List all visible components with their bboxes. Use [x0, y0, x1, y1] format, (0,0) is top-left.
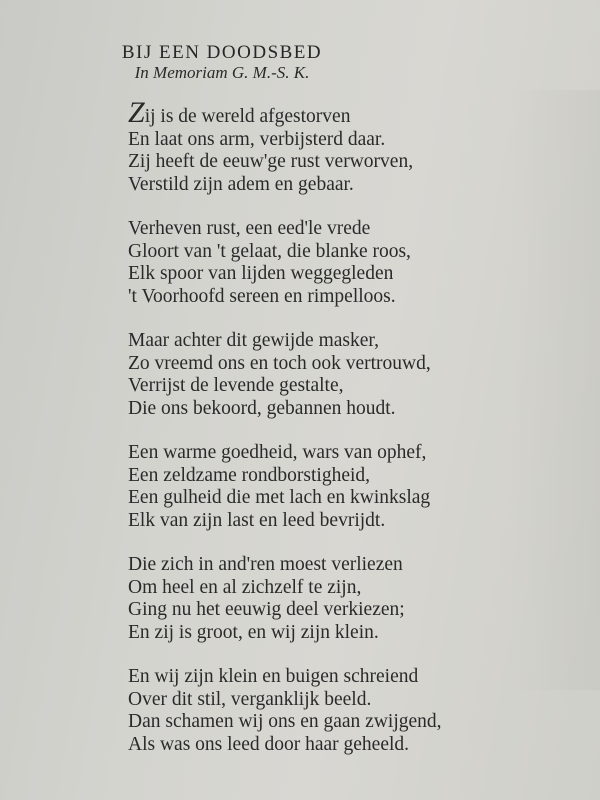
poem-line: Als was ons leed door haar geheeld.: [128, 733, 410, 755]
poem-line: En wij zijn klein en buigen schreiend: [128, 666, 419, 687]
stanza: [128, 554, 568, 644]
poem-line: Een zeldzame rondborstigheid,: [128, 464, 371, 486]
poem-line: Dan schamen wij ons en gaan zwijgend,: [128, 711, 442, 732]
poem-line: 't Voorhoofd sereen en rimpelloos.: [128, 285, 396, 307]
first-line-rest: ij is de wereld afgestorven: [144, 106, 351, 127]
stanza: [128, 666, 568, 756]
poem-line: [128, 96, 568, 129]
poem-line: Elk van zijn last en leed bevrijdt.: [128, 509, 386, 531]
poem-line: Een gulheid die met lach en kwinkslag: [128, 487, 431, 508]
poem-line: Zij heeft de eeuw'ge rust verworven,: [128, 151, 414, 172]
poem-line: Om heel en al zichzelf te zijn,: [128, 576, 362, 598]
stanza: [128, 96, 568, 196]
poem-line: Verstild zijn adem en gebaar.: [128, 173, 354, 195]
stanza: [128, 442, 568, 532]
poem-body: [128, 96, 568, 778]
poem-line: Zo vreemd ons en toch ook vertrouwd,: [128, 352, 431, 374]
poem-line: Verheven rust, een eed'le vrede: [128, 218, 371, 239]
poem-line: Elk spoor van lijden weggegleden: [128, 263, 394, 284]
poem-dedication: In Memoriam G. M.-S. K.: [134, 63, 310, 82]
poem-line: En laat ons arm, verbijsterd daar.: [128, 128, 386, 150]
stanza: [128, 330, 568, 420]
poem-line: Over dit stil, verganklijk beeld.: [128, 688, 372, 710]
poem-line: Maar achter dit gewijde masker,: [128, 330, 379, 351]
poem-line: Ging nu het eeuwig deel verkiezen;: [128, 599, 405, 620]
initial-letter: Z: [128, 96, 145, 129]
poem-line: En zij is groot, en wij zijn klein.: [128, 621, 379, 643]
stanza: [128, 218, 568, 308]
poem-line: Gloort van 't gelaat, die blanke roos,: [128, 240, 411, 262]
poem-title: BIJ EEN DOODSBED: [121, 42, 323, 63]
poem-line: Die zich in and'ren moest verliezen: [128, 554, 403, 575]
poem-line: Verrijst de levende gestalte,: [128, 375, 344, 396]
poem-line: Die ons bekoord, gebannen houdt.: [128, 397, 396, 419]
poem-line: Een warme goedheid, wars van ophef,: [128, 442, 427, 463]
